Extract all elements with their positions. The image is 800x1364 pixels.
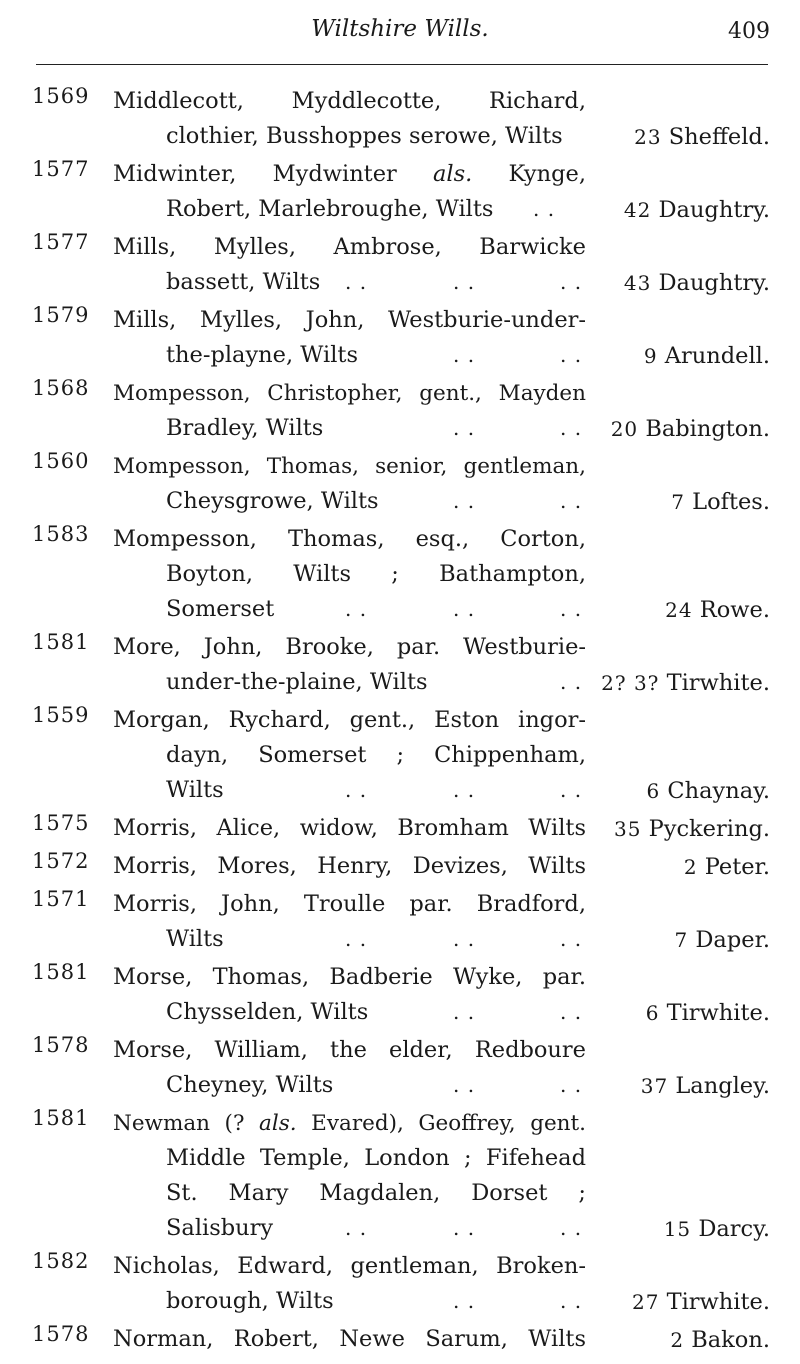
entry-description: [113, 376, 586, 446]
entry-year: 1569: [32, 84, 90, 108]
reference-number: 35: [613, 817, 642, 841]
entry-year: 1578: [32, 1322, 90, 1346]
entry-reference: [646, 774, 770, 809]
will-entry: [0, 1033, 800, 1103]
entry-description: [113, 960, 586, 1030]
entry-line: [113, 1284, 586, 1319]
entry-description: [113, 849, 586, 884]
entry-year: 1575: [32, 811, 90, 835]
leader-dots: . .: [453, 1289, 476, 1313]
entry-line-text: bassett, Wilts: [166, 269, 321, 295]
entry-year: 1578: [32, 1033, 90, 1057]
entry-line: Morris, John, Troulle par. Bradford,: [113, 891, 586, 917]
entry-reference: [646, 996, 770, 1031]
reference-number: 7: [671, 490, 685, 514]
leader-dots: . .: [453, 927, 476, 951]
entry-year: 1581: [32, 960, 90, 984]
reference-number: 20: [610, 417, 639, 441]
entry-line: More, John, Brooke, par. Westburie-: [113, 634, 586, 660]
reference-register: Loftes.: [692, 489, 770, 515]
entry-line: Middle Temple, London ; Fifehead: [166, 1145, 586, 1171]
leader-dots: . .: [560, 270, 583, 294]
reference-number: 15: [663, 1217, 692, 1241]
entry-line: [113, 665, 586, 700]
reference-number: 24: [665, 598, 693, 622]
entry-year: 1559: [32, 703, 90, 727]
reference-number: 2: [683, 855, 698, 879]
will-entry: [0, 376, 800, 446]
leader-dots: . .: [560, 1289, 583, 1313]
entry-description: [113, 703, 586, 808]
entry-line: [113, 265, 586, 300]
will-entry: [0, 230, 800, 300]
entry-description: [113, 522, 586, 627]
entry-description: [113, 1033, 586, 1103]
entry-line-text: Chysselden, Wilts: [166, 999, 369, 1025]
reference-number: 6: [646, 779, 661, 803]
entry-year: 1577: [32, 157, 90, 181]
reference-number: 37: [640, 1074, 669, 1098]
reference-number: 43: [623, 271, 652, 295]
leader-dots: . .: [453, 597, 476, 621]
leader-dots: . .: [453, 416, 476, 440]
entry-year: 1572: [32, 849, 90, 873]
will-entry: [0, 449, 800, 519]
leader-dots: . .: [560, 1073, 583, 1097]
reference-register: Daper.: [695, 927, 770, 953]
entry-line-text: borough, Wilts: [166, 1288, 334, 1314]
leader-dots: . .: [560, 489, 583, 513]
reference-register: Chaynay.: [667, 778, 770, 804]
will-entry: [0, 84, 800, 154]
reference-number: 6: [645, 1001, 660, 1025]
alias-abbreviation: als.: [259, 1111, 297, 1136]
reference-number: 42: [623, 198, 652, 222]
entry-line: [113, 411, 586, 446]
page-number: 409: [728, 19, 770, 44]
entry-reference: [675, 923, 771, 958]
entry-reference: [624, 266, 770, 301]
entry-year: 1582: [32, 1249, 90, 1273]
entry-line: Mompesson, Christopher, gent., Mayden: [113, 381, 586, 406]
entry-reference: [670, 1323, 770, 1358]
leader-dots: . .: [560, 778, 583, 802]
entry-line-text: Bradley, Wilts: [166, 415, 324, 441]
entry-reference: [664, 1212, 770, 1247]
leader-dots: . .: [453, 778, 476, 802]
entry-description: [113, 84, 586, 154]
entry-description: [113, 449, 586, 519]
entry-line: Morris, Mores, Henry, Devizes, Wilts: [113, 853, 586, 879]
entry-reference: [665, 593, 770, 628]
reference-number: 2: [670, 1328, 685, 1352]
entry-line: [113, 995, 586, 1030]
entry-line: [113, 192, 586, 227]
running-title: Wiltshire Wills.: [311, 16, 489, 42]
leader-dots: . .: [453, 489, 476, 513]
leader-dots: . .: [560, 1216, 583, 1240]
reference-register: Daughtry.: [658, 197, 770, 223]
entry-line: [113, 773, 586, 808]
leader-dots: . .: [560, 1000, 583, 1024]
entry-line-text: Robert, Marlebroughe, Wilts: [166, 196, 494, 222]
entry-line: dayn, Somerset ; Chippenham,: [166, 742, 586, 768]
will-entry: [0, 1249, 800, 1319]
entry-year: 1583: [32, 522, 90, 546]
entry-year: 1581: [32, 1106, 90, 1130]
entry-reference: [641, 1069, 770, 1104]
entry-line: [113, 338, 586, 373]
reference-register: Tirwhite.: [666, 1289, 770, 1315]
will-entry: [0, 960, 800, 1030]
leader-dots: . .: [345, 1216, 368, 1240]
leader-dots: . .: [533, 197, 556, 221]
leader-dots: . .: [560, 416, 583, 440]
reference-number: 9: [643, 344, 658, 368]
reference-number: 23: [634, 125, 662, 149]
entry-reference: [601, 666, 770, 701]
leader-dots: . .: [560, 597, 583, 621]
entry-description: [113, 303, 586, 373]
reference-register: Arundell.: [664, 343, 770, 369]
reference-register: Babington.: [645, 416, 770, 442]
entry-line: clothier, Busshoppes serowe, Wilts: [166, 123, 563, 149]
will-entry: [0, 1322, 800, 1357]
entry-description: [113, 630, 586, 700]
entry-year: 1577: [32, 230, 90, 254]
reference-register: Pyckering.: [648, 816, 770, 842]
entry-line: [113, 592, 586, 627]
entry-line-text: Salisbury: [166, 1215, 274, 1241]
entry-line: Mompesson, Thomas, senior, gentleman,: [113, 454, 586, 479]
entry-line: [113, 1068, 586, 1103]
leader-dots: . .: [560, 670, 583, 694]
entry-line: Midwinter, Mydwinter als. Kynge,: [113, 161, 586, 187]
entry-description: [113, 811, 586, 846]
entry-reference: [624, 193, 770, 228]
alias-abbreviation: als.: [433, 161, 473, 187]
leader-dots: . .: [560, 927, 583, 951]
entry-line: Mompesson, Thomas, esq., Corton,: [113, 526, 586, 552]
entry-reference: [634, 120, 770, 155]
entry-line: [113, 484, 586, 519]
entry-line: Morgan, Rychard, gent., Eston ingor-: [113, 707, 586, 733]
entry-line: Boyton, Wilts ; Bathampton,: [166, 561, 586, 587]
entry-line: Nicholas, Edward, gentleman, Broken-: [113, 1253, 586, 1279]
leader-dots: . .: [345, 597, 368, 621]
leader-dots: . .: [453, 343, 476, 367]
entry-line-text: Wilts: [166, 777, 224, 803]
reference-register: Daughtry.: [658, 270, 770, 296]
entry-line: St. Mary Magdalen, Dorset ;: [166, 1180, 586, 1206]
reference-number: 27: [631, 1290, 660, 1314]
entry-reference: [684, 850, 770, 885]
reference-register: Peter.: [704, 854, 770, 880]
leader-dots: . .: [453, 1073, 476, 1097]
reference-register: Darcy.: [698, 1216, 770, 1242]
entry-line: Newman (? als. Evared), Geoffrey, gent.: [113, 1111, 586, 1136]
entry-line-text: Somerset: [166, 596, 275, 622]
reference-register: Tirwhite.: [666, 1000, 770, 1026]
entry-year: 1571: [32, 887, 90, 911]
will-entry: [0, 303, 800, 373]
entry-reference: [632, 1285, 770, 1320]
entry-year: 1568: [32, 376, 90, 400]
entry-line: Middlecott, Myddlecotte, Richard,: [113, 88, 586, 114]
entry-line-text: the-playne, Wilts: [166, 342, 358, 368]
entry-reference: [614, 812, 770, 847]
entry-line-text: Cheysgrowe, Wilts: [166, 488, 379, 514]
entry-description: [113, 1322, 586, 1357]
will-entry: [0, 1106, 800, 1246]
entry-reference: [611, 412, 770, 447]
will-entry: [0, 849, 800, 884]
reference-register: Sheffeld.: [668, 124, 770, 150]
entry-line-text: under-the-plaine, Wilts: [166, 669, 428, 695]
entry-description: [113, 1249, 586, 1319]
entry-reference: [671, 485, 770, 520]
leader-dots: . .: [560, 343, 583, 367]
reference-register: Rowe.: [699, 597, 770, 623]
entry-line: Morris, Alice, widow, Bromham Wilts: [113, 815, 586, 841]
entry-line-text: Wilts: [166, 926, 224, 952]
reference-register: Tirwhite.: [666, 670, 770, 696]
entry-line: [113, 1211, 586, 1246]
entry-year: 1560: [32, 449, 90, 473]
leader-dots: . .: [453, 1000, 476, 1024]
will-entry: [0, 157, 800, 227]
reference-register: Langley.: [675, 1073, 770, 1099]
header-rule: [36, 64, 768, 65]
entry-line: Mills, Mylles, John, Westburie-under-: [113, 307, 586, 333]
entry-line: Morse, Thomas, Badberie Wyke, par.: [113, 964, 586, 990]
entry-description: [113, 230, 586, 300]
leader-dots: . .: [453, 270, 476, 294]
leader-dots: . .: [453, 1216, 476, 1240]
will-entry: [0, 630, 800, 700]
entry-description: [113, 887, 586, 957]
entry-reference: [644, 339, 770, 374]
leader-dots: . .: [345, 927, 368, 951]
reference-number: 2? 3?: [601, 671, 660, 695]
entry-description: [113, 157, 586, 227]
leader-dots: . .: [345, 778, 368, 802]
entry-line: Morse, William, the elder, Redboure: [113, 1037, 586, 1063]
entry-description: [113, 1106, 586, 1246]
will-entry-list: [0, 84, 800, 1357]
entry-line: Norman, Robert, Newe Sarum, Wilts: [113, 1326, 586, 1352]
entry-year: 1579: [32, 303, 90, 327]
entry-line: Mills, Mylles, Ambrose, Barwicke: [113, 234, 586, 260]
reference-register: Bakon.: [691, 1327, 770, 1353]
will-entry: [0, 522, 800, 627]
will-entry: [0, 887, 800, 957]
entry-year: 1581: [32, 630, 90, 654]
leader-dots: . .: [345, 270, 368, 294]
entry-line: [113, 922, 586, 957]
reference-number: 7: [674, 928, 689, 952]
entry-line-text: Cheyney, Wilts: [166, 1072, 334, 1098]
will-entry: [0, 703, 800, 808]
will-entry: [0, 811, 800, 846]
